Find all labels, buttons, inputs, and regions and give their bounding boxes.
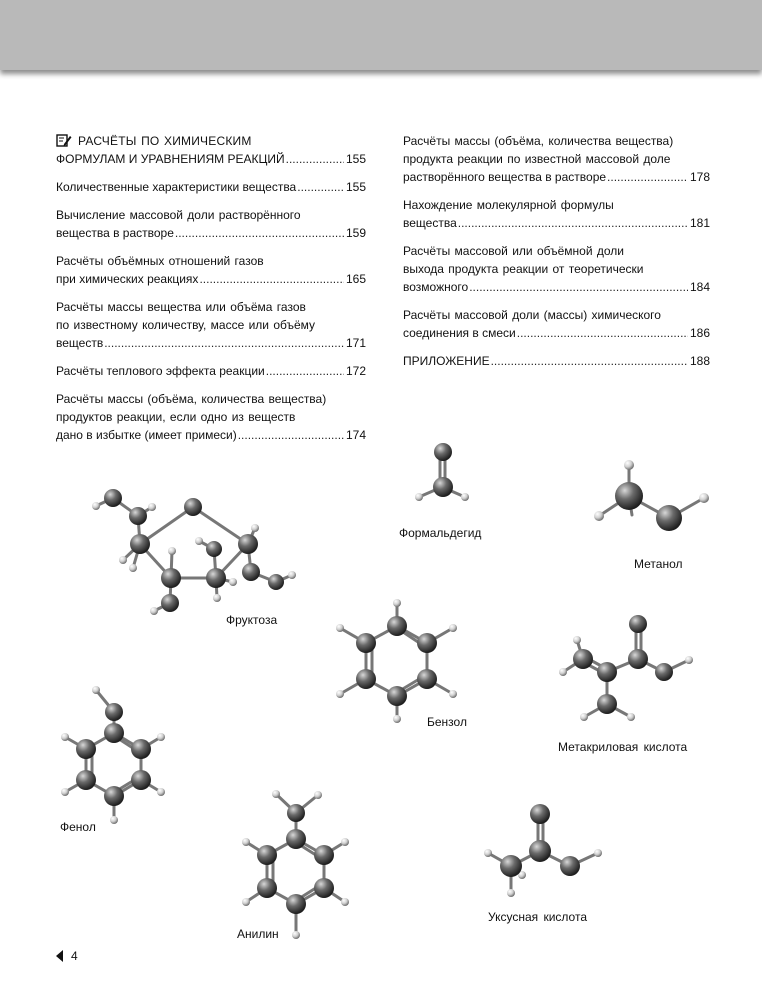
toc-page-number: 155 <box>345 180 366 194</box>
toc-entry-line: Расчёты массы (объёма, количества вещества) <box>56 392 327 406</box>
aniline-label: Анилин <box>237 927 279 941</box>
fructose-model <box>92 489 296 615</box>
toc-page-number: 186 <box>689 326 710 340</box>
toc-entry-line: продукта реакции по известной массовой доле <box>403 152 671 166</box>
methacrylic-acid-label: Метакриловая кислота <box>558 740 688 754</box>
toc-page-number: 188 <box>689 354 710 368</box>
benzene-model <box>336 599 457 723</box>
toc-page-number: 159 <box>345 226 366 240</box>
phenol-label: Фенол <box>60 820 96 834</box>
toc-entry-line: Вычисление массовой доли растворённого <box>56 208 301 222</box>
toc-head-text: РАСЧЁТЫ ПО ХИМИЧЕСКИМ <box>78 134 252 148</box>
toc-page-number: 172 <box>345 364 366 378</box>
toc-page-number: 155 <box>345 152 366 166</box>
methacrylic-acid-model <box>559 615 693 721</box>
toc-entry-line: Расчёты массовой или объёмной доли <box>403 244 624 258</box>
toc-entry-line: Нахождение молекулярной формулы <box>403 198 614 212</box>
aniline-model <box>242 790 349 939</box>
toc-entry-title: вещества в растворе <box>56 226 174 240</box>
toc-entry-line: продуктов реакции, если одно из веществ <box>56 410 296 424</box>
acetic-acid-label: Уксусная кислота <box>488 910 588 924</box>
benzene-label: Бензол <box>427 715 467 729</box>
toc-page-number: 174 <box>345 428 366 442</box>
toc-entry-title: вещества <box>403 216 457 230</box>
toc-page-number: 184 <box>689 280 710 294</box>
toc-entry-title: соединения в смеси <box>403 326 516 340</box>
toc-entry-line: по известному количеству, массе или объёму <box>56 318 316 332</box>
toc-entry-title: возможного <box>403 280 469 294</box>
toc-entry-title: при химических реакциях <box>56 272 199 286</box>
toc-entry-title: Расчёты теплового эффекта реакции <box>56 364 265 378</box>
phenol-model <box>61 686 165 824</box>
toc-entry-title: Количественные характеристики вещества <box>56 180 297 194</box>
page-number <box>56 949 78 963</box>
toc-entry-title: веществ <box>56 336 104 350</box>
toc-entry-line: Расчёты массы вещества или объёма газов <box>56 300 306 314</box>
toc-entry-line: выхода продукта реакции от теоретически <box>403 262 644 276</box>
toc-page-number: 165 <box>345 272 366 286</box>
toc-entry-line: Расчёты объёмных отношений газов <box>56 254 264 268</box>
toc-page-number: 171 <box>345 336 366 350</box>
toc-page-number: 178 <box>689 170 710 184</box>
toc-page-number: 181 <box>689 216 710 230</box>
toc-entry-line: Расчёты массы (объёма, количества вещества) <box>403 134 674 148</box>
toc-entry-title: ПРИЛОЖЕНИЕ <box>403 354 490 368</box>
fructose-label: Фруктоза <box>226 613 278 627</box>
toc-entry-title: растворённого вещества в растворе <box>403 170 607 184</box>
toc-entry-line: Расчёты массовой доли (массы) химического <box>403 308 661 322</box>
methanol-model <box>594 460 709 531</box>
acetic-acid-model <box>484 804 602 897</box>
formaldehyde-label: Формальдегид <box>399 526 482 540</box>
toc-entry-title: ФОРМУЛАМ И УРАВНЕНИЯМ РЕАКЦИЙ <box>56 152 285 166</box>
formaldehyde-model <box>415 443 469 501</box>
methanol-label: Метанол <box>634 557 683 571</box>
toc-entry-title: дано в избытке (имеет примеси) <box>56 428 237 442</box>
page-arrow-icon <box>56 950 63 962</box>
page-number-text: 4 <box>71 949 78 963</box>
